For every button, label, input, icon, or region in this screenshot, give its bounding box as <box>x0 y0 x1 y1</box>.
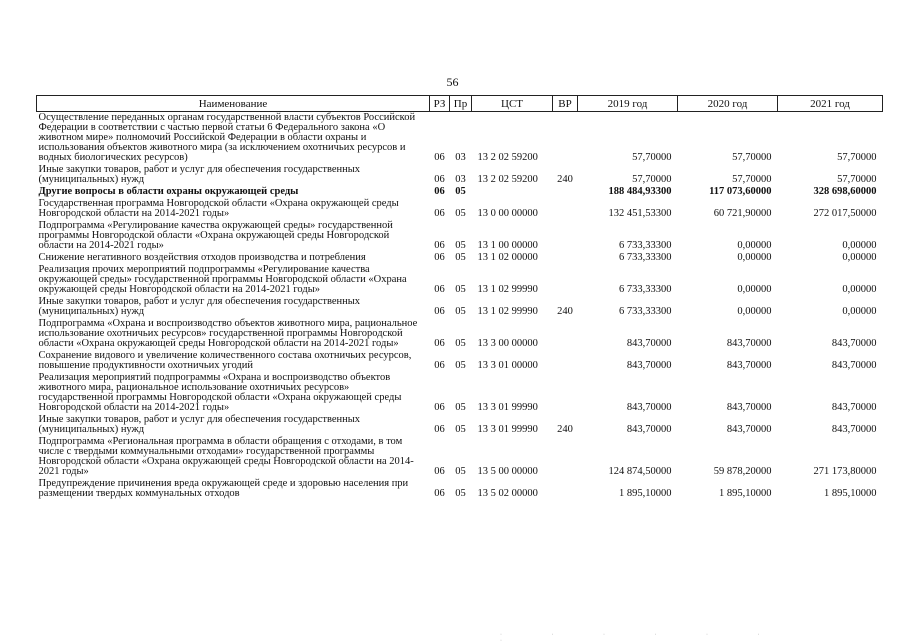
row-name: Иные закупки товаров, работ и услуг для обеспечения государственных (муниципальных) нужд <box>38 296 361 317</box>
row-name: Иные закупки товаров, работ и услуг для обеспечения государственных (муниципальных) нужд <box>38 164 361 185</box>
row-2020: 0,00000 <box>737 306 772 317</box>
row-2021: 1 895,10000 <box>824 488 877 499</box>
row-2020: 57,70000 <box>732 152 772 163</box>
row-cst: 13 2 02 59200 <box>477 174 538 185</box>
table-row <box>37 350 883 372</box>
row-2019: 124 874,50000 <box>608 466 672 477</box>
row-pr: 05 <box>455 240 466 251</box>
row-cst <box>472 186 553 198</box>
row-vr <box>553 318 578 350</box>
budget-table <box>36 95 883 500</box>
row-2021: 57,70000 <box>837 174 877 185</box>
row-rz: 06 <box>434 402 445 413</box>
row-2020: 0,00000 <box>737 240 772 251</box>
row-cst: 13 5 02 00000 <box>477 488 538 499</box>
row-pr: 05 <box>455 488 466 499</box>
header-2020: 2020 год <box>678 96 778 112</box>
page-number: 56 <box>446 75 459 89</box>
header-name: Наименование <box>37 96 430 112</box>
row-name: Снижение негативного воздействия отходов производства и потребления <box>38 252 366 263</box>
row-rz: 06 <box>434 338 445 349</box>
header-cst: ЦСТ <box>472 96 553 112</box>
row-vr <box>553 112 578 165</box>
row-2019: 6 733,33300 <box>619 240 672 251</box>
row-cst: 13 1 02 99990 <box>477 284 538 295</box>
row-cst: 13 0 00 00000 <box>477 208 538 219</box>
header-2019: 2019 год <box>578 96 678 112</box>
row-2020: 843,70000 <box>726 338 772 349</box>
row-pr: 05 <box>455 338 466 349</box>
row-rz: 06 <box>434 360 445 371</box>
table-row <box>37 318 883 350</box>
row-pr: 05 <box>455 466 466 477</box>
row-pr: 05 <box>455 402 466 413</box>
row-vr: 240 <box>557 174 573 185</box>
row-2021: 57,70000 <box>837 152 877 163</box>
row-pr: 03 <box>455 174 466 185</box>
row-2020: 843,70000 <box>726 424 772 435</box>
row-name: Подпрограмма «Охрана и воспроизводство объектов животного мира, рациональное использование охотничьих ресурсов» государственной программы Новгородской области «Охрана окружающей среды Новгородской области на 2014-2021 годы» <box>38 318 418 349</box>
row-name: Другие вопросы в области охраны окружающей среды <box>38 186 299 197</box>
row-cst: 13 3 00 00000 <box>477 338 538 349</box>
row-pr: 05 <box>455 284 466 295</box>
row-2019: 6 733,33300 <box>619 252 672 263</box>
row-vr <box>553 220 578 252</box>
row-pr: 05 <box>455 424 466 435</box>
header-pr: Пр <box>450 96 472 112</box>
header-rz: РЗ <box>430 96 450 112</box>
row-vr <box>553 186 578 198</box>
row-2020: 60 721,90000 <box>713 208 772 219</box>
row-2021: 0,00000 <box>842 252 877 263</box>
row-cst: 13 1 02 99990 <box>477 306 538 317</box>
scan-artifact-dots: · · · · · · · <box>500 632 784 644</box>
row-name: Осуществление переданных органам государственной власти субъектов Российской Федерации в соответствии с частью первой статьи 6 Федерального закона «О животном мире» полномочий Российской Федерации в области охраны и использования объектов животного мира (за исключением охотничьих ресурсов и водных биологических ресурсов) <box>38 112 416 163</box>
row-name: Сохранение видового и увеличение количественного состава охотничьих ресурсов, повышение продуктивности охотничьих угодий <box>38 350 412 371</box>
row-vr <box>553 198 578 220</box>
table-row <box>37 436 883 478</box>
row-2019: 57,70000 <box>632 174 672 185</box>
row-cst: 13 3 01 00000 <box>477 360 538 371</box>
row-2021: 271 173,80000 <box>813 466 877 477</box>
row-2020: 0,00000 <box>737 252 772 263</box>
row-rz: 06 <box>434 208 445 219</box>
row-2020: 57,70000 <box>732 174 772 185</box>
row-2019: 188 484,93300 <box>608 186 672 197</box>
row-pr: 05 <box>455 252 466 263</box>
row-pr: 03 <box>455 152 466 163</box>
row-rz: 06 <box>434 306 445 317</box>
row-pr: 05 <box>455 306 466 317</box>
row-2019: 843,70000 <box>626 402 672 413</box>
row-2021: 843,70000 <box>831 402 877 413</box>
table-row <box>37 296 883 318</box>
row-name: Предупреждение причинения вреда окружающей среде и здоровью населения при размещении твердых коммунальных отходов <box>38 478 409 499</box>
table-row <box>37 372 883 414</box>
row-vr <box>553 436 578 478</box>
row-cst: 13 3 01 99990 <box>477 424 538 435</box>
row-vr <box>553 252 578 264</box>
row-vr <box>553 478 578 500</box>
row-rz: 06 <box>434 174 445 185</box>
row-2019: 843,70000 <box>626 424 672 435</box>
table-row <box>37 186 883 198</box>
row-2020: 117 073,60000 <box>709 186 772 197</box>
row-vr <box>553 350 578 372</box>
row-2021: 0,00000 <box>842 284 877 295</box>
row-2020: 59 878,20000 <box>713 466 772 477</box>
row-2021: 328 698,60000 <box>813 186 877 197</box>
row-rz: 06 <box>434 284 445 295</box>
row-rz: 06 <box>434 488 445 499</box>
row-name: Подпрограмма «Регулирование качества окружающей среды» государственной программы Новгородской области «Охрана окружающей среды Новгородской области на 2014-2021 годы» <box>38 220 393 251</box>
row-cst: 13 1 00 00000 <box>477 240 538 251</box>
row-name: Иные закупки товаров, работ и услуг для обеспечения государственных (муниципальных) нужд <box>38 414 361 435</box>
row-vr <box>553 264 578 296</box>
row-name: Подпрограмма «Региональная программа в области обращения с отходами, в том числе с твердыми коммунальными отходами» государственной программы Новгородской области «Охрана окружающей среды Новгородской области на 2014-2021 годы» <box>38 436 414 477</box>
row-cst: 13 2 02 59200 <box>477 152 538 163</box>
row-cst: 13 5 00 00000 <box>477 466 538 477</box>
table-row <box>37 414 883 436</box>
table-row <box>37 112 883 165</box>
row-cst: 13 1 02 00000 <box>477 252 538 263</box>
row-pr: 05 <box>455 208 466 219</box>
table-row <box>37 264 883 296</box>
row-rz: 06 <box>434 252 445 263</box>
row-2021: 843,70000 <box>831 338 877 349</box>
row-name: Реализация мероприятий подпрограммы «Охрана и воспроизводство объектов животного мира, рациональное использование охотничьих ресурсов» государственной программы Новгородской области «Охрана окружающей среды Новгородской области на 2014-2021 годы» <box>38 372 402 413</box>
row-2020: 843,70000 <box>726 402 772 413</box>
table-header-row <box>37 96 883 112</box>
row-2021: 843,70000 <box>831 360 877 371</box>
table-row <box>37 220 883 252</box>
row-vr <box>553 372 578 414</box>
row-2021: 0,00000 <box>842 306 877 317</box>
row-vr: 240 <box>557 306 573 317</box>
table-row <box>37 198 883 220</box>
row-rz: 06 <box>434 186 445 197</box>
row-2019: 6 733,33300 <box>619 284 672 295</box>
row-pr: 05 <box>455 186 466 197</box>
table-row <box>37 478 883 500</box>
row-rz: 06 <box>434 466 445 477</box>
row-cst: 13 3 01 99990 <box>477 402 538 413</box>
row-2019: 6 733,33300 <box>619 306 672 317</box>
row-2021: 0,00000 <box>842 240 877 251</box>
row-2021: 272 017,50000 <box>813 208 877 219</box>
row-2019: 57,70000 <box>632 152 672 163</box>
row-2020: 0,00000 <box>737 284 772 295</box>
row-pr: 05 <box>455 360 466 371</box>
row-2021: 843,70000 <box>831 424 877 435</box>
row-2019: 843,70000 <box>626 338 672 349</box>
row-name: Государственная программа Новгородской области «Охрана окружающей среды Новгородской области на 2014-2021 годы» <box>38 198 399 219</box>
table-row <box>37 164 883 186</box>
row-2019: 132 451,53300 <box>608 208 672 219</box>
row-2019: 843,70000 <box>626 360 672 371</box>
header-vr: ВР <box>553 96 578 112</box>
row-vr: 240 <box>557 424 573 435</box>
header-2021: 2021 год <box>778 96 883 112</box>
row-2019: 1 895,10000 <box>619 488 672 499</box>
row-2020: 843,70000 <box>726 360 772 371</box>
row-2020: 1 895,10000 <box>719 488 772 499</box>
row-rz: 06 <box>434 424 445 435</box>
row-rz: 06 <box>434 240 445 251</box>
row-name: Реализация прочих мероприятий подпрограммы «Регулирование качества окружающей среды» государственной программы Новгородской области «Охрана окружающей среды Новгородской области на 2014-2021 годы» <box>38 264 407 295</box>
table-row <box>37 252 883 264</box>
row-rz: 06 <box>434 152 445 163</box>
